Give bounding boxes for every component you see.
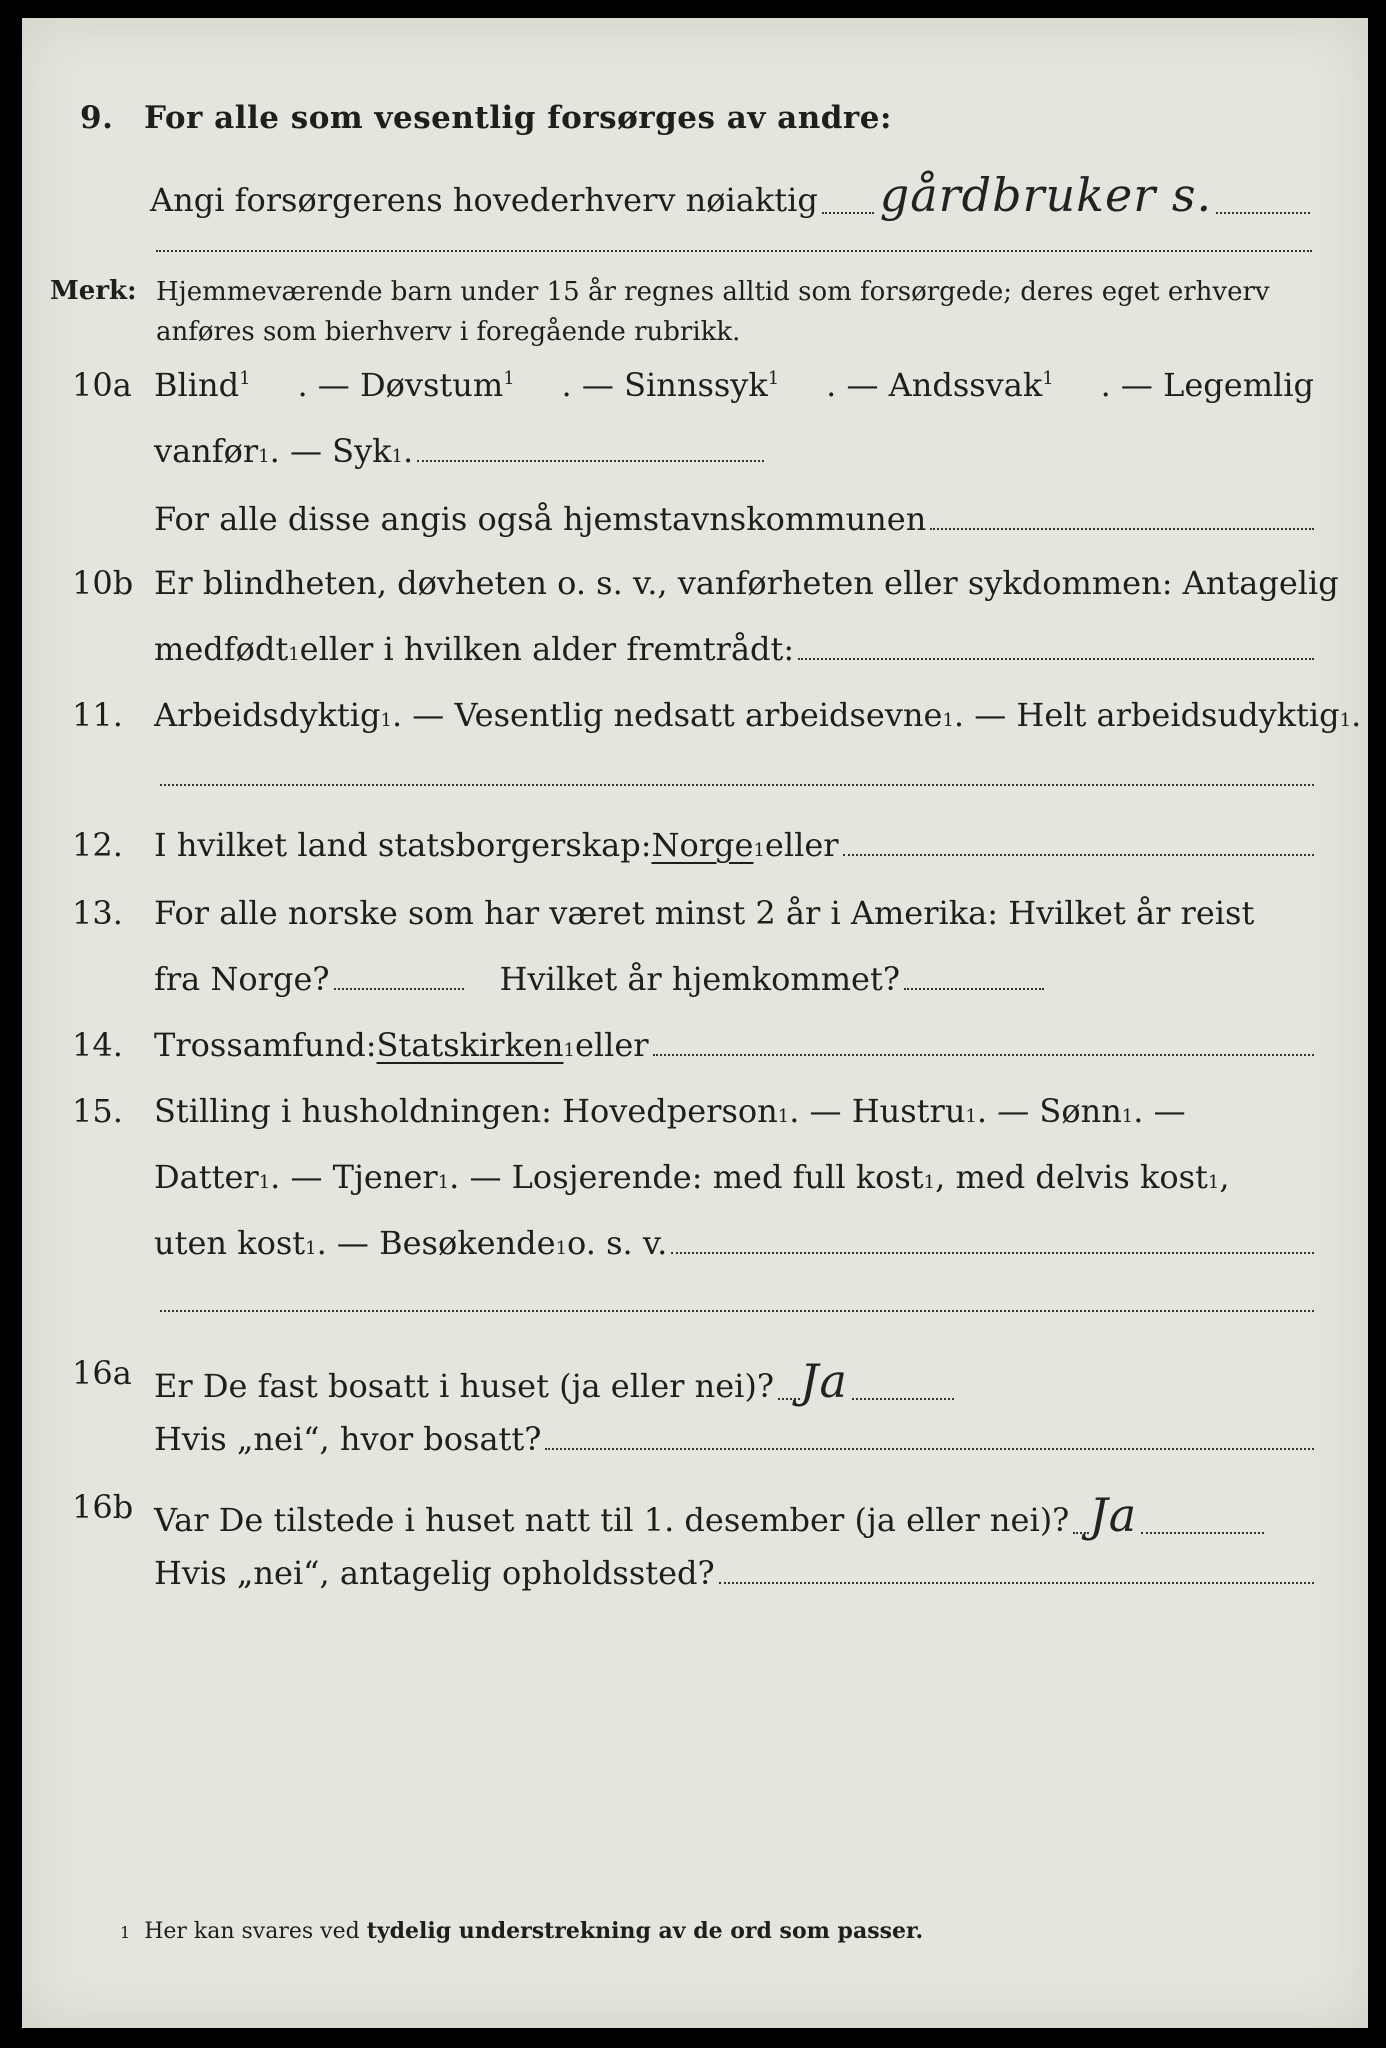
q10b-medfodt-mark: 1 xyxy=(288,644,300,665)
q9-heading xyxy=(144,100,892,136)
q15-line-1 xyxy=(154,1092,1314,1130)
q12-mark: 1 xyxy=(753,840,765,861)
q11-number: 11. xyxy=(72,696,123,734)
q15-datter-mark: 1 xyxy=(258,1172,271,1193)
q10b-alder: eller i hvilken alder fremtrådt: xyxy=(299,630,795,668)
q16b-number: 16b xyxy=(72,1488,134,1526)
q14-dotted xyxy=(653,1054,1314,1056)
q14-eller: eller xyxy=(574,1026,649,1064)
q15-delvis-kost-mark: 1 xyxy=(1207,1172,1220,1193)
q11-udyktig: . — Helt arbeidsudyktig xyxy=(953,696,1340,734)
q10a-syk-dotted xyxy=(417,460,764,462)
q16a-leader xyxy=(778,1398,800,1400)
footnote-text: Her kan svares ved xyxy=(144,1919,367,1944)
q16b-dotted xyxy=(1141,1532,1264,1534)
q10a-line-2 xyxy=(154,432,764,470)
q16a-line-2 xyxy=(154,1420,1314,1458)
q11-blank-line xyxy=(160,784,1314,786)
q15-full-kost: . — Losjerende: med full kost xyxy=(449,1158,924,1196)
q9-dotted-leader xyxy=(822,212,874,214)
q12-line xyxy=(154,826,1314,864)
q15-full-kost-mark: 1 xyxy=(923,1172,936,1193)
q15-delvis-kost: , med delvis kost xyxy=(935,1158,1208,1196)
q10a-hjemstavn-dotted xyxy=(930,528,1314,530)
merk-text xyxy=(156,272,1270,352)
census-form-page xyxy=(22,18,1368,2028)
q10a-dovstum: . — Døvstum xyxy=(297,366,504,404)
q16a-number: 16a xyxy=(72,1354,132,1392)
q9-handwritten-answer: gårdbruker s. xyxy=(879,168,1213,222)
q15-tjener-mark: 1 xyxy=(437,1172,450,1193)
q14-number: 14. xyxy=(72,1026,123,1064)
merk-line-2: anføres som bierhverv i foregående rubrikk. xyxy=(156,317,741,347)
q10a-line-3 xyxy=(154,500,1314,538)
q12-number: 12. xyxy=(72,826,123,864)
q14-statskirken-underlined: Statskirken xyxy=(376,1026,564,1064)
q10a-vanfor: vanfør xyxy=(154,432,259,470)
footnote xyxy=(120,1918,923,1944)
q13-hjemkommet-dotted xyxy=(904,988,1044,990)
q12-prompt: I hvilket land statsborgerskap: xyxy=(154,826,652,864)
q15-sonn-wrap xyxy=(977,1092,1122,1130)
q16b-opholdssted: Hvis „nei“, antagelig opholdssted? xyxy=(154,1554,715,1592)
q11-b-mark: 1 xyxy=(942,710,954,731)
q10a-hjemstavn-prompt: For alle disse angis også hjemstavnskommunen xyxy=(154,500,927,538)
q15-osv: o. s. v. xyxy=(567,1224,668,1262)
footnote-mark: 1 xyxy=(120,1923,131,1942)
q13-number: 13. xyxy=(72,894,123,932)
q11-c-mark: 1 xyxy=(1339,710,1352,731)
q16a-prompt: Er De fast bosatt i huset (ja eller nei)? xyxy=(154,1367,775,1405)
q14-prompt: Trossamfund: xyxy=(154,1026,377,1064)
q13-reist-prompt: fra Norge? xyxy=(154,960,330,998)
q16b-line-1 xyxy=(154,1488,1264,1542)
q15-hovedperson-mark: 1 xyxy=(777,1106,790,1127)
q15-line-2 xyxy=(154,1158,1314,1196)
q15-besokende-mark: 1 xyxy=(555,1238,568,1259)
q9-prompt-line xyxy=(150,168,1310,222)
q10a-sinnssyk-mark: 1 xyxy=(767,368,780,389)
q10b-number: 10b xyxy=(72,564,134,602)
q16b-leader xyxy=(1073,1532,1089,1534)
q13-hjemkommet-prompt: Hvilket år hjemkommet? xyxy=(499,960,900,998)
q15-blank-line xyxy=(160,1310,1314,1312)
q13-reist-dotted xyxy=(334,988,464,990)
q15-hustru-mark: 1 xyxy=(965,1106,977,1127)
q10a-sinnssyk: . — Sinnssyk xyxy=(561,366,768,404)
q16a-hvor-bosatt: Hvis „nei“, hvor bosatt? xyxy=(154,1420,542,1458)
q11-period: . xyxy=(1351,696,1362,734)
q10a-andssvak-mark: 1 xyxy=(1042,368,1054,389)
q9-prompt: Angi forsørgerens hovederhverv nøiaktig xyxy=(150,181,818,219)
q15-hovedperson: Stilling i husholdningen: Hovedperson xyxy=(154,1092,778,1130)
q15-dotted xyxy=(671,1252,1314,1254)
merk-label: Merk: xyxy=(50,276,137,306)
q11-line xyxy=(154,696,1361,734)
q16b-prompt: Var De tilstede i huset natt til 1. desember (ja eller nei)? xyxy=(154,1501,1070,1539)
q10b-dotted xyxy=(798,658,1314,660)
q15-hustru: . — Hustru xyxy=(789,1092,966,1130)
q15-uten-kost: uten kost xyxy=(154,1224,306,1262)
q10a-dovstum-mark: 1 xyxy=(503,368,515,389)
q11-a-mark: 1 xyxy=(380,710,392,731)
q10a-syk-period: . xyxy=(402,432,414,470)
q16a-handwritten-answer: Ja xyxy=(800,1354,848,1408)
q10a-number: 10a xyxy=(72,366,132,404)
q12-eller: eller xyxy=(764,826,839,864)
q15-number: 15. xyxy=(72,1092,123,1130)
q12-dotted xyxy=(843,854,1314,856)
q15-sonn-mark: 1 xyxy=(1121,1106,1134,1127)
q9-heading-text: For alle som vesentlig forsørges av andre: xyxy=(144,100,892,136)
q15-datter: Datter xyxy=(154,1158,259,1196)
q13-line-1: For alle norske som har været minst 2 år i Amerika: Hvilket år reist xyxy=(154,894,1255,932)
q11-arbeidsdyktig: Arbeidsdyktig xyxy=(154,696,381,734)
q16b-handwritten-answer: Ja xyxy=(1089,1488,1138,1542)
q15-line-3 xyxy=(154,1224,1314,1262)
q10a-syk-mark: 1 xyxy=(391,446,403,467)
footnote-text-bold: tydelig understrekning av de ord som passer. xyxy=(366,1918,924,1944)
q12-norge-underlined: Norge xyxy=(651,826,754,864)
q16a-line-1 xyxy=(154,1354,954,1408)
q15-sonn: . — Sønn xyxy=(976,1092,1122,1130)
q15-uten-kost-mark: 1 xyxy=(305,1238,317,1259)
q9-number: 9. xyxy=(80,100,114,136)
q10b-line-2 xyxy=(154,630,1314,668)
q10a-vanfor-mark: 1 xyxy=(258,446,270,467)
q13-line-2 xyxy=(154,960,1044,998)
q10a-line-1 xyxy=(154,366,1314,404)
q10a-blind: Blind xyxy=(154,366,240,404)
q10a-andssvak: . — Andssvak xyxy=(826,366,1043,404)
q11-nedsatt: . — Vesentlig nedsatt arbeidsevne xyxy=(391,696,943,734)
q9-dotted-fill xyxy=(1216,212,1310,214)
q10b-line-1: Er blindheten, døvheten o. s. v., vanførheten eller sykdommen: Antagelig xyxy=(154,564,1339,602)
q16b-line-2 xyxy=(154,1554,1314,1592)
q15-besokende: . — Besøkende xyxy=(316,1224,556,1262)
q10b-medfodt: medfødt xyxy=(154,630,289,668)
q14-line xyxy=(154,1026,1314,1064)
q10a-blind-mark: 1 xyxy=(239,368,251,389)
q15-tjener: . — Tjener xyxy=(270,1158,438,1196)
q15-line1-dash: . — xyxy=(1133,1092,1186,1130)
merk-line-1: Hjemmeværende barn under 15 år regnes alltid som forsørgede; deres eget erhverv xyxy=(156,277,1270,307)
q10a-legemlig: . — Legemlig xyxy=(1100,366,1314,404)
q15-comma: , xyxy=(1219,1158,1230,1196)
q16b-opholdssted-dotted xyxy=(719,1582,1314,1584)
q16a-dotted xyxy=(852,1398,954,1400)
q16a-hvor-dotted xyxy=(545,1448,1314,1450)
q10a-syk: . — Syk xyxy=(269,432,392,470)
q9-blank-line xyxy=(156,250,1312,252)
q14-mark: 1 xyxy=(563,1040,575,1061)
